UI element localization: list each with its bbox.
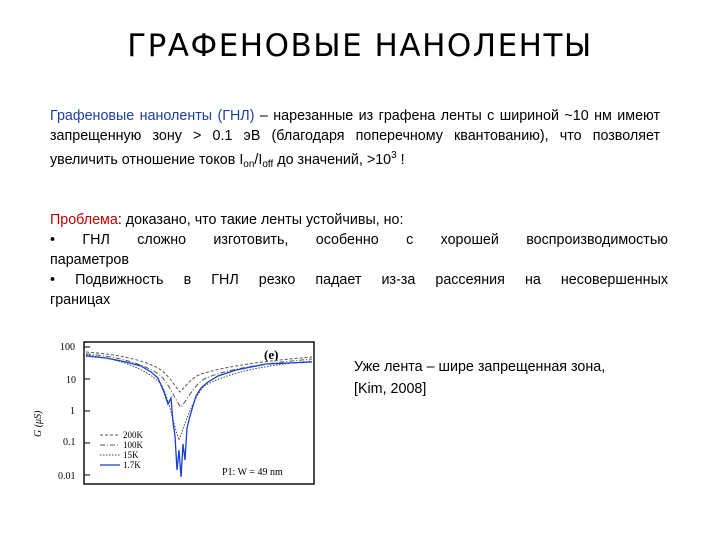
problem-block [50,210,668,310]
problem-intro: : доказано, что такие ленты устойчивы, но: [117,212,404,228]
legend-100k: 100K [123,440,143,450]
legend-200k: 200K [123,430,143,440]
on-subscript: on [243,159,255,170]
off-subscript: off [262,159,274,170]
off-current-symbol: /I [254,152,263,168]
exponent-superscript: 3 [391,150,397,161]
y-tick-0.1: 0.1 [63,437,76,448]
intro-text-1: – нарезанные из графена ленты с шириной ~10 нм имеют запрещенную зону > 0.1 эВ (благодаря поперечному квантованию), что позволяет увеличить отношение токов I [50,108,660,168]
problem-label: Проблема [50,212,118,228]
panel-label: (e) [264,347,279,362]
legend-1.7k: 1.7K [123,460,141,470]
caption-line-1: Уже лента – шире запрещенная зона, [354,359,606,375]
intro-paragraph [50,106,660,175]
problem-heading [50,210,668,230]
intro-text-3: ! [396,152,405,168]
legend-15k: 15K [123,450,139,460]
bullet-1-line-2: параметров [50,252,129,268]
bullet-2-line-2: границах [50,292,111,308]
y-tick-100: 100 [60,342,75,353]
y-tick-1: 1 [70,406,75,417]
bullet-1-line-1: • ГНЛ сложно изготовить, особенно с хорошей воспроизводимостью [50,232,668,248]
intro-text-2: до значений, >10 [273,152,392,168]
sample-label: P1: W = 49 nm [222,467,283,478]
figure-caption [354,356,674,400]
page-title: ГРАФЕНОВЫЕ НАНОЛЕНТЫ [127,28,593,64]
bullet-2-line-1: • Подвижность в ГНЛ резко падает из-за рассеяния на несовершенных [50,272,668,288]
y-tick-10: 10 [66,375,76,386]
caption-line-2: [Kim, 2008] [354,381,427,397]
y-tick-0.01: 0.01 [58,471,76,482]
conductance-plot [33,332,322,492]
intro-term: Графеновые наноленты (ГНЛ) [50,108,255,124]
y-axis-label: G (μS) [33,410,44,437]
